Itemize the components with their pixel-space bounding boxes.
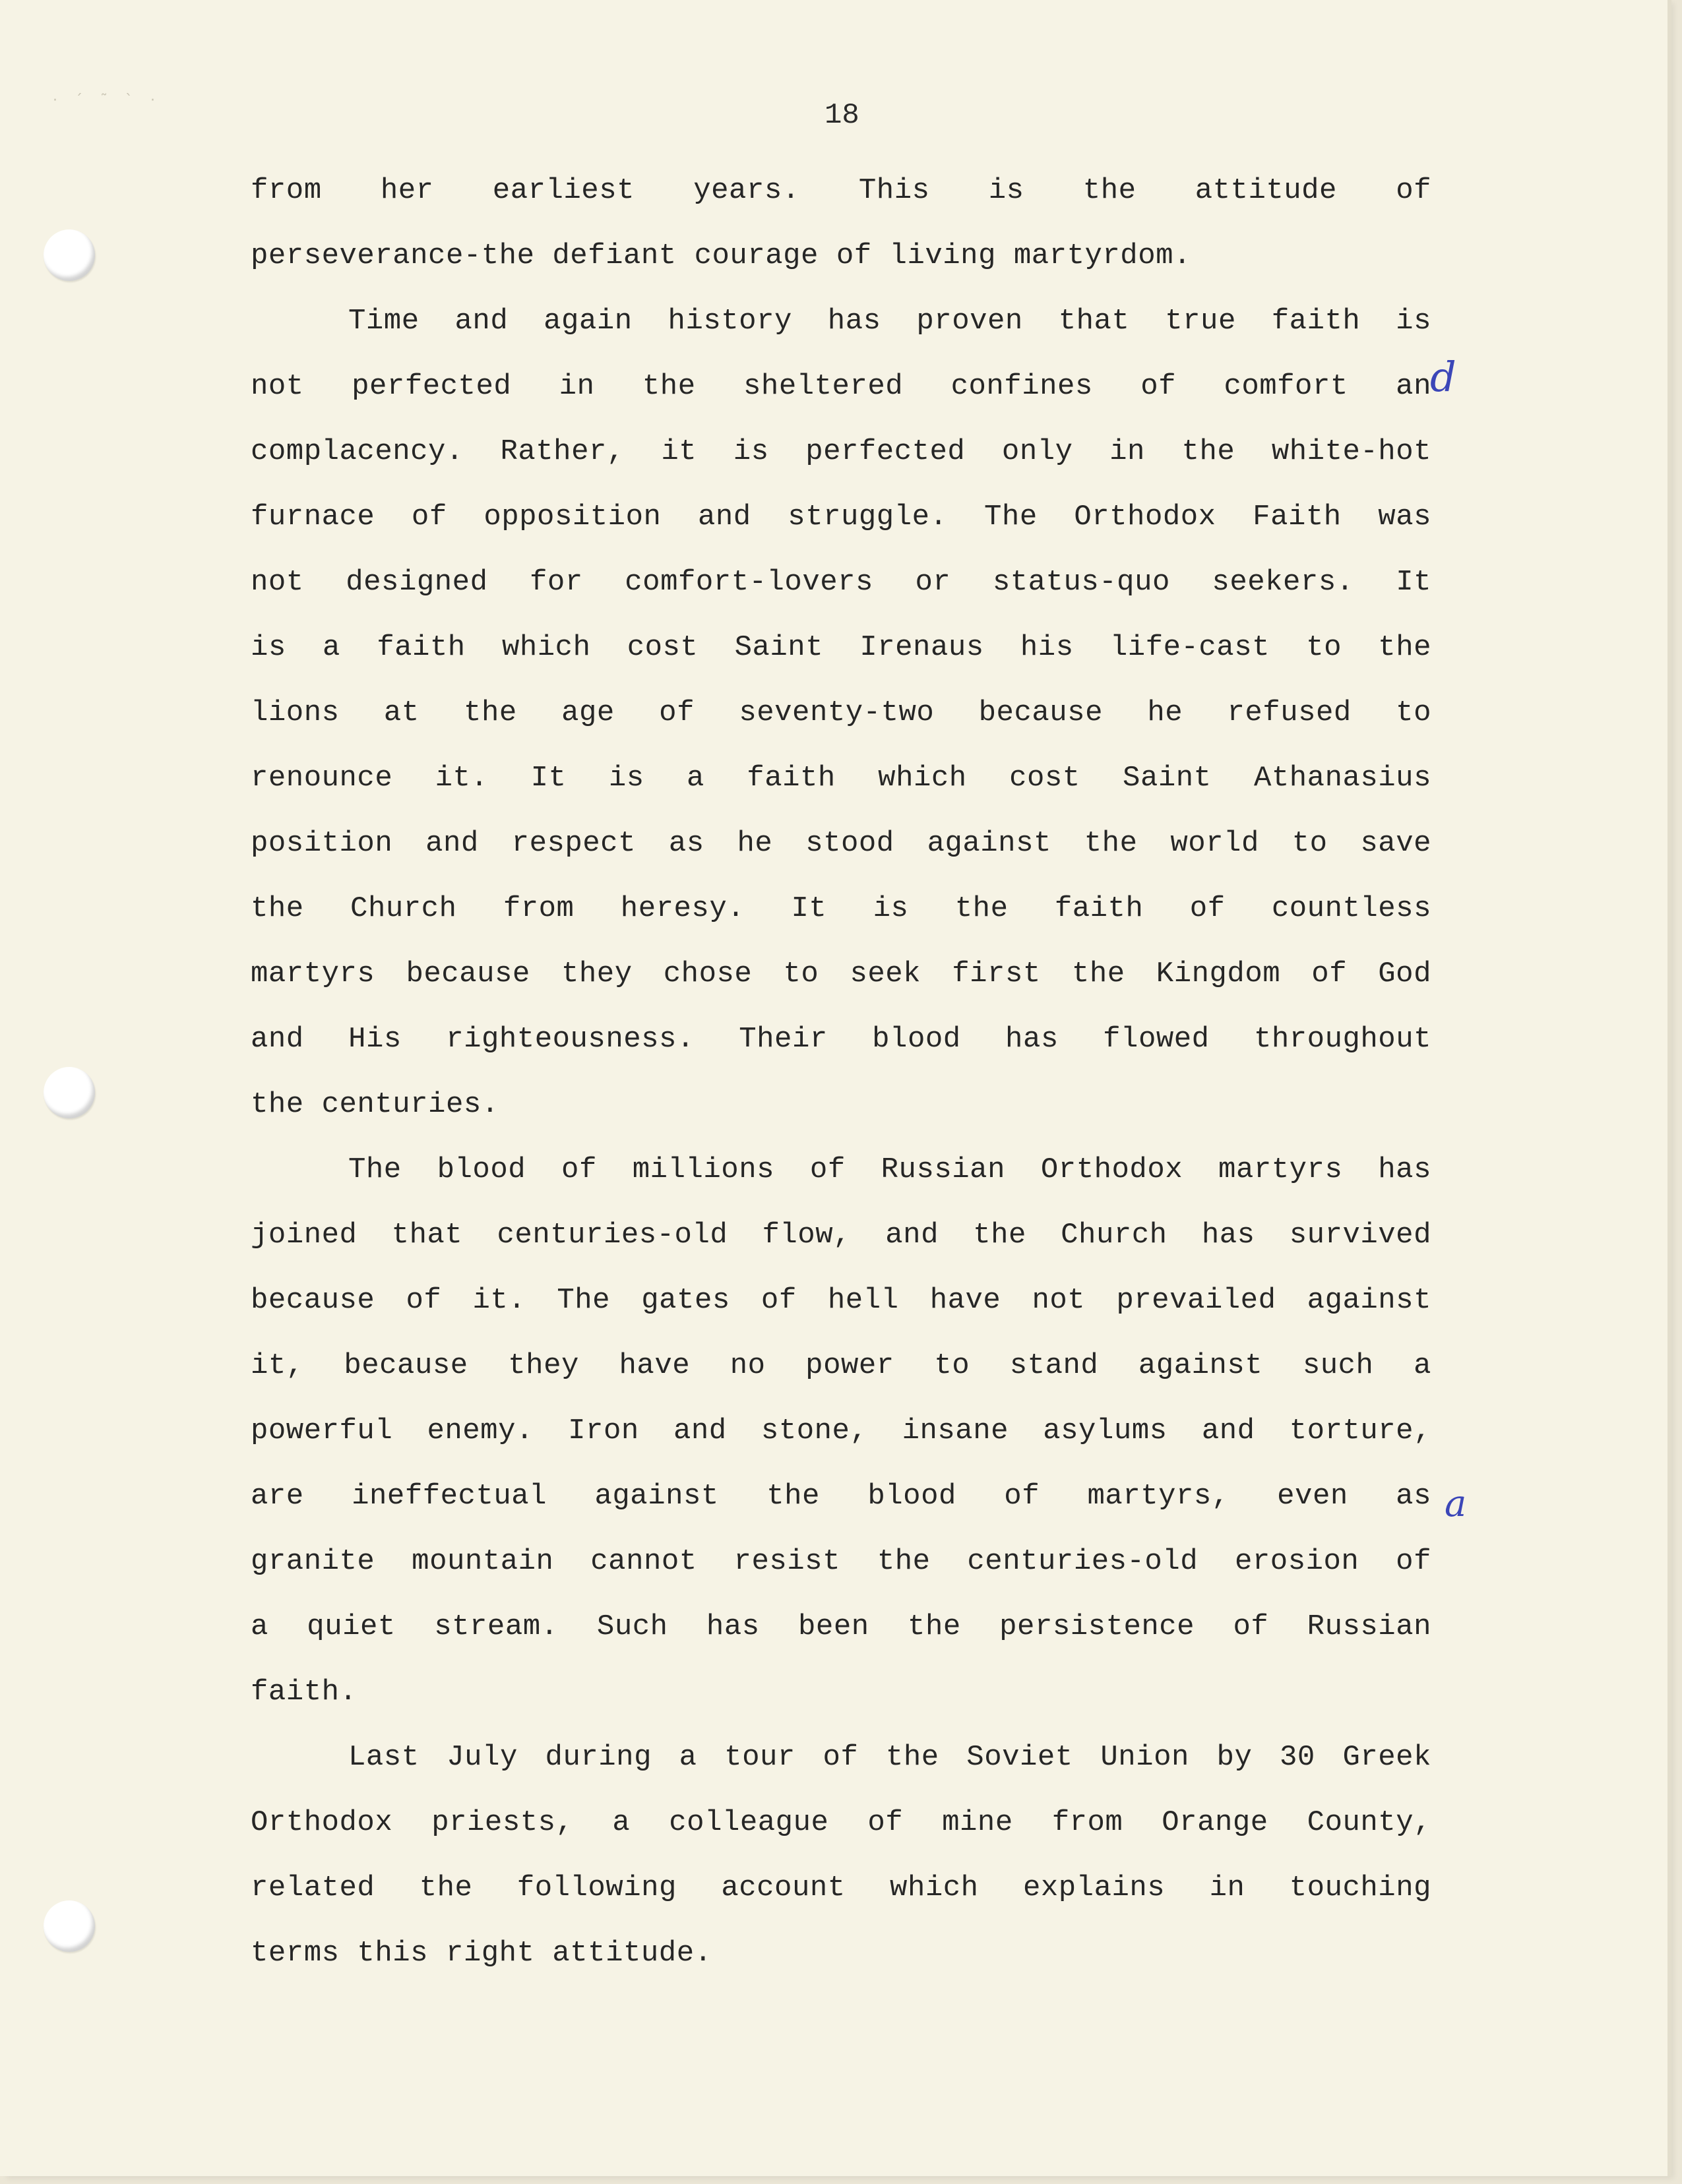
text-line: terms this right attitude. [251, 1937, 712, 1970]
text-line: complacency. Rather, it is perfected only in the white-hot [251, 435, 1431, 468]
text-line: not perfected in the sheltered confines of comfort an [251, 370, 1431, 403]
text-line: it, because they have no power to stand against such a [251, 1349, 1431, 1382]
text-line: martyrs because they chose to seek first the Kingdom of God [251, 957, 1431, 990]
text-line: the Church from heresy. It is the faith of countless [251, 892, 1431, 925]
text-line: Last July during a tour of the Soviet Union by 30 Greek [348, 1741, 1431, 1774]
paragraph-3 [251, 1138, 1431, 1725]
paragraph-4 [251, 1725, 1431, 1986]
binder-hole-middle [44, 1067, 95, 1118]
text-line: furnace of opposition and struggle. The Orthodox Faith was [251, 501, 1431, 533]
text-line: perseverance-the defiant courage of living martyrdom. [251, 239, 1191, 272]
text-line: lions at the age of seventy-two because he refused to [251, 696, 1431, 729]
paper-specks: · ´ ˜ ` · [53, 92, 162, 109]
text-line: because of it. The gates of hell have not prevailed against [251, 1284, 1431, 1317]
paragraph-2 [251, 289, 1431, 1138]
text-line: faith. [251, 1676, 358, 1709]
text-line: is a faith which cost Saint Irenaus his life-cast to the [251, 631, 1431, 664]
text-line: not designed for comfort-lovers or status-quo seekers. It [251, 566, 1431, 599]
handwritten-correction-a: a [1445, 1482, 1467, 1525]
text-line: position and respect as he stood against the world to save [251, 827, 1431, 860]
binder-hole-bottom [44, 1900, 95, 1952]
text-line: the centuries. [251, 1088, 499, 1121]
text-line: powerful enemy. Iron and stone, insane asylums and torture, [251, 1414, 1431, 1447]
text-line: joined that centuries-old flow, and the Church has survived [251, 1219, 1431, 1252]
page-number: 18 [825, 99, 859, 132]
handwritten-correction-d: d [1430, 353, 1456, 401]
text-line: related the following account which explains in touching [251, 1871, 1431, 1904]
text-line: Time and again history has proven that true faith is [348, 305, 1431, 338]
text-line: from her earliest years. This is the attitude of [251, 174, 1431, 207]
text-line: are ineffectual against the blood of martyrs, even as [251, 1480, 1431, 1513]
body-text [251, 158, 1431, 1986]
text-line: and His righteousness. Their blood has flowed throughout [251, 1023, 1431, 1056]
text-line: renounce it. It is a faith which cost Saint Athanasius [251, 762, 1431, 795]
text-line: Orthodox priests, a colleague of mine from Orange County, [251, 1806, 1431, 1839]
binder-hole-top [44, 229, 95, 281]
text-line: a quiet stream. Such has been the persistence of Russian [251, 1610, 1431, 1643]
paragraph-1 [251, 158, 1431, 289]
text-line: granite mountain cannot resist the centuries-old erosion of [251, 1545, 1431, 1578]
text-line: The blood of millions of Russian Orthodox martyrs has [348, 1153, 1431, 1186]
